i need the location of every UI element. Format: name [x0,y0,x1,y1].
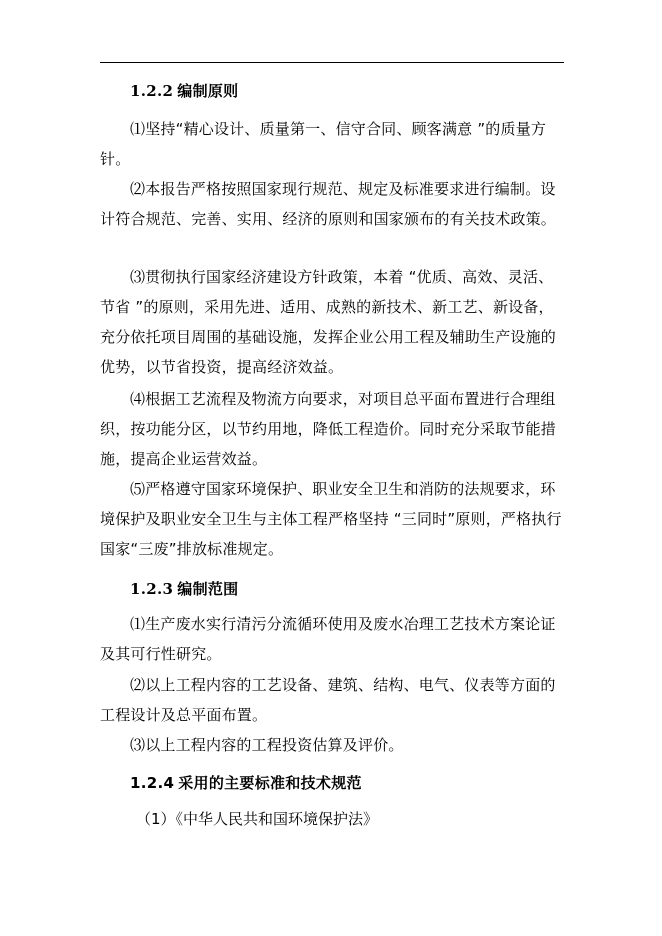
section-number: 1.2.4 [130,774,175,792]
section-heading-1-2-3 [130,578,238,599]
section-number: 1.2.2 [130,82,174,100]
paragraph: ⑴生产废水实行清污分流循环使用及废水冶理工艺技术方案论证及其可行性研究。 [100,615,556,663]
section-title: 编制原则 [177,82,239,100]
section-heading-1-2-2 [130,80,238,101]
section-title: 采用的主要标准和技术规范 [178,774,362,792]
paragraph: ⑴坚持“精心设计、质量第一、信守合同、顾客满意 ”的质量方针。 [100,120,547,168]
paragraph: ⑶以上工程内容的工程投资估算及评价。 [130,736,404,754]
header-rule [100,62,564,63]
paragraph: ⑷根据工艺流程及物流方向要求，对项目总平面布置进行合理组织，按功能分区，以节约用地，降低工程造价。同时充分采取节能措施，提高企业运营效益。 [100,390,557,468]
standard-list-item: （1）《中华人民共和国环境保护法》 [136,810,379,828]
paragraph: ⑵本报告严格按照国家现行规范、规定及标准要求进行编制。设计符合规范、完善、实用、经济的原则和国家颁布的有关技术政策。 [100,180,557,228]
paragraph: ⑵以上工程内容的工艺设备、建筑、结构、电气、仪表等方面的工程设计及总平面布置。 [100,676,556,724]
paragraph: ⑶贯彻执行国家经济建设方针政策，本着 “优质、高效、灵活、节省 ”的原则，采用先进、适用、成熟的新技术、新工艺、新设备，充分依托项目周围的基础设施，发挥企业公用工程及辅助生产设施的优势，以节省投资，提高经济效益。 [100,268,557,376]
paragraph: ⑸严格遵守国家环境保护、职业安全卫生和消防的法规要求，环境保护及职业安全卫生与主体工程严格坚持 “三同时”原则，严格执行国家“三废”排放标准规定。 [100,480,562,558]
section-title: 编制范围 [177,580,239,598]
section-number: 1.2.3 [130,580,174,598]
section-heading-1-2-4 [130,772,362,793]
